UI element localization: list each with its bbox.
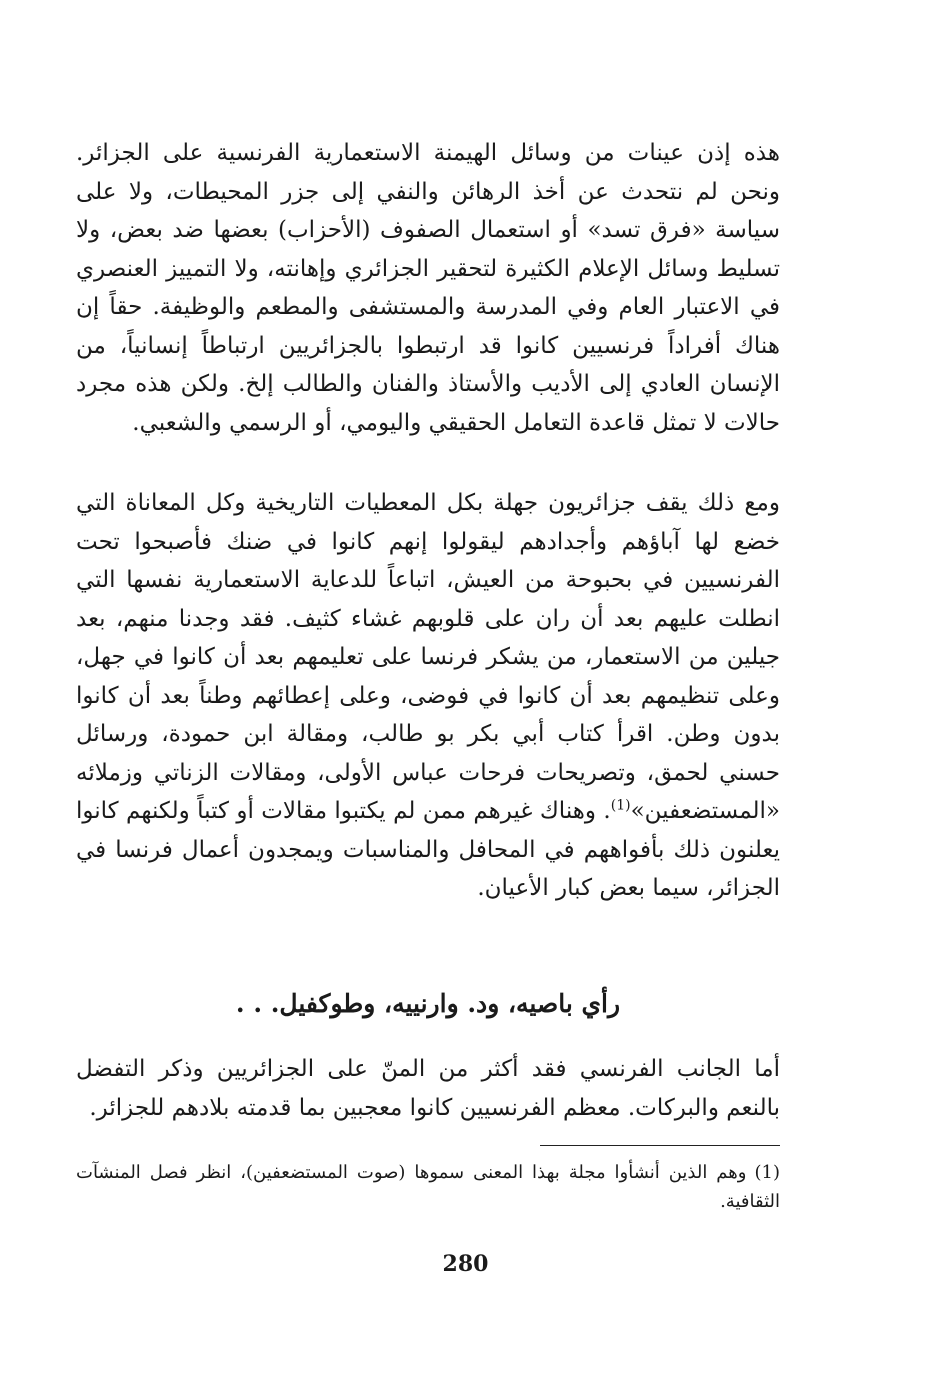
page-number: 280	[442, 1251, 489, 1277]
paragraph-1: هذه إذن عينات من وسائل الهيمنة الاستعمارية الفرنسية على الجزائر. ونحن لم نتحدث عن أخذ الرهائن والنفي إلى جزر المحيطات، ولا على سياسة «فرق تسد» أو استعمال الصفوف (الأحزاب) بعضها ضد بعض، ولا تسليط وسائل الإعلام الكثيرة لتحقير الجزائري وإهانته، ولا التمييز العنصري في الاعتبار العام وفي المدرسة والمستشفى والمطعم والوظيفة. حقاً إن هناك أفراداً فرنسيين كانوا قد ارتبطوا بالجزائريين ارتباطاً إنسانياً، من الإنسان العادي إلى الأديب والأستاذ والفنان والطالب إلخ. ولكن هذه مجرد حالات لا تمثل قاعدة التعامل الحقيقي واليومي، أو الرسمي والشعبي.	[76, 140, 780, 436]
footnote-reference[interactable]: (1)	[610, 797, 631, 814]
paragraph-2	[76, 484, 780, 908]
footnote-text: وهم الذين أنشأوا مجلة بهذا المعنى سموها (صوت المستضعفين)، انظر فصل المنشآت الثقافية.	[76, 1162, 780, 1212]
paragraph-3: أما الجانب الفرنسي فقد أكثر من المنّ على الجزائريين وذكر التفضل بالنعم والبركات. معظم الفرنسيين كانوا معجبين بما قدمته بلادهم للجزائر.	[76, 1056, 780, 1121]
footnote	[76, 1158, 780, 1216]
section-heading: رأي باصيه، ود. وارنييه، وطوكفيل. . .	[235, 989, 621, 1018]
footnote-number: (1)	[754, 1162, 780, 1183]
footnote-divider	[540, 1145, 780, 1146]
paragraph-2-part-2: . وهناك غيرهم ممن لم يكتبوا مقالات أو كتباً ولكنهم كانوا يعلنون ذلك بأفواههم في المحافل والمناسبات ويمجدون أعمال فرنسا في الجزائر، سيما بعض كبار الأعيان.	[76, 798, 780, 901]
paragraph-2-part-1: ومع ذلك يقف جزائريون جهلة بكل المعطيات التاريخية وكل المعاناة التي خضع لها آباؤهم وأجدادهم ليقولوا إنهم كانوا في ضنك فأصبحوا تحت الفرنسيين في بحبوحة من العيش، اتباعاً للدعاية الاستعمارية نفسها التي انطلت عليهم بعد أن ران على قلوبهم غشاء كثيف. فقد وجدنا منهم، بعد جيلين من الاستعمار، من يشكر فرنسا على تعليمهم بعد أن كانوا في جهل، وعلى تنظيمهم بعد أن كانوا في فوضى، وعلى إعطائهم وطناً بعد أن كانوا بدون وطن. اقرأ كتاب أبي بكر بو طالب، ومقالة ابن حمودة، ورسائل حسني لحمق، وتصريحات فرحات عباس الأولى، ومقالات الزناتي وزملائه «المستضعفين»	[76, 490, 780, 824]
